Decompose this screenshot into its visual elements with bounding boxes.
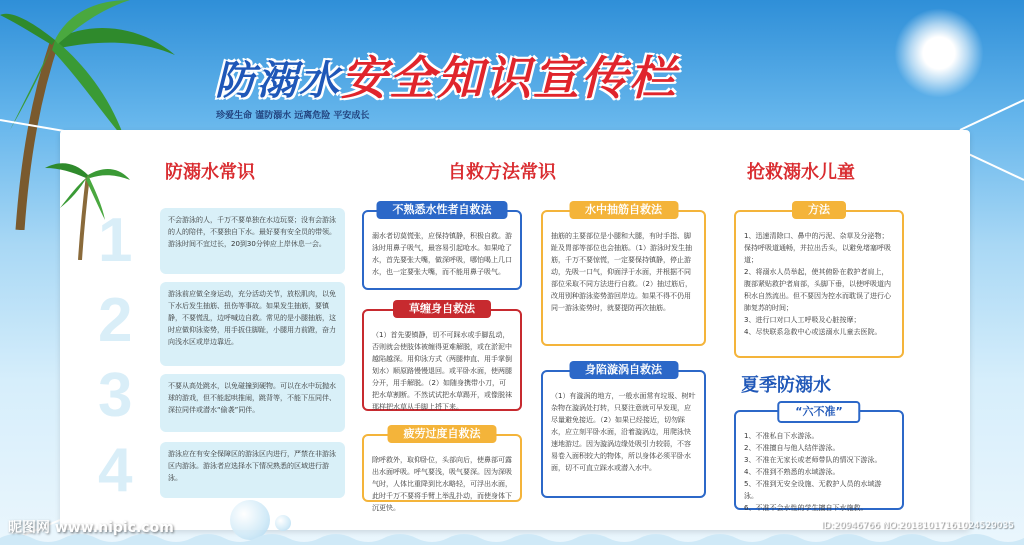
method-item-3: 3、进行口对口人工呼吸及心脏按摩； — [744, 316, 861, 324]
heading-middle: 自救方法常识 — [448, 162, 556, 183]
six-rules-title: “六不准” — [777, 401, 860, 423]
method-item-2: 2、将溺水人员举起，使其俯卧在救护者肩上，腹部紧贴救护者肩部，头脚下垂，以使呼吸道内积水自然流出。但不要因为控水而耽误了进行心肺复苏的时间； — [744, 268, 891, 312]
left-card-1: 不会游泳的人，千万不要单独在水边玩耍；没有会游泳的人的陪伴，不要独自下水。最好要有安全员的带领。游泳时间不宜过长，20到30分钟应上岸休息一会。 — [160, 208, 345, 274]
rule-item-4: 4、不准到不熟悉的水域游泳。 — [744, 468, 840, 476]
box-whirlpool-title: 身陷漩涡自救法 — [569, 361, 678, 379]
number-4: 4 — [98, 436, 133, 505]
number-1: 1 — [98, 206, 133, 275]
left-card-2: 游泳前应做全身运动，充分活动关节，放松肌肉，以免下水后发生抽筋、扭伤等事故。如果发生抽筋，要镇静，不要慌乱，边呼喊边自救。常见的是小腿抽筋，这时应做仰泳姿势，用手扳住脚趾，小腿用力前蹬，奋力向浅水区或岸边靠近。 — [160, 282, 345, 366]
method-item-1: 1、迅速清除口、鼻中的污泥、杂草及分泌物；保持呼吸道通畅，并拉出舌头，以避免堵塞呼吸道； — [744, 232, 891, 264]
method-item-4: 4、尽快联系急救中心或送溺水儿童去医院。 — [744, 328, 882, 336]
box-fatigue-text: 除呼救外，取仰卧位，头部向后，使鼻部可露出水面呼吸。呼气要浅，吸气要深。因为深吸气时，人体比重降到比水略轻，可浮出水面，此时千万不要将手臂上举乱扑动，而使身体下沉更快。 — [372, 456, 512, 512]
title-part-blue: 防溺水 — [215, 57, 341, 104]
title-part-red: 安全知识宣传栏 — [341, 51, 677, 105]
number-3: 3 — [98, 361, 133, 430]
box-method-title: 方法 — [792, 201, 846, 219]
rule-item-3: 3、不准在无家长或老师带队的情况下游泳。 — [744, 456, 882, 464]
box-unfamiliar-title: 不熟悉水性者自救法 — [377, 201, 508, 219]
box-method — [734, 203, 904, 358]
box-whirlpool-text: （1）有漩涡的地方，一般水面常有垃圾、树叶杂物在漩涡处打转，只要注意就可早发现，应尽量避免接近。（2）如果已经接近，切勿踩水，应立刻平卧水面，沿着漩涡边，用爬泳快速地游过。因为漩涡边缘处吸引力较弱，不容易卷入面积较大的物体，所以身体必须平卧水面，切不可直立踩水或潜入水中。 — [551, 392, 696, 472]
box-unfamiliar — [362, 203, 522, 290]
rule-item-1: 1、不准私自下水游泳。 — [744, 432, 819, 440]
box-weed-title: 草缠身自救法 — [393, 300, 491, 318]
heading-right: 抢救溺水儿童 — [747, 162, 855, 183]
subtitle: 珍爱生命 谨防溺水 远离危险 平安成长 — [216, 111, 370, 121]
rule-item-5: 5、不准到无安全设施、无救护人员的水域游泳。 — [744, 480, 882, 500]
water-bubble-small — [275, 515, 291, 531]
watermark-left: 昵图网 www.nipic.com — [8, 520, 174, 536]
rule-item-6: 6、不准不会水性的学生擅自下水施救。 — [744, 504, 868, 512]
left-card-4: 游泳应在有安全保障区的游泳区内进行，严禁在非游泳区内游泳。游泳者应选择水下情况熟悉的区域进行游泳。 — [160, 442, 345, 498]
watermark-right: ID:20946766 NO:20181017161024529035 — [821, 521, 1014, 531]
box-cramp-title: 水中抽筋自救法 — [569, 201, 678, 219]
box-weed — [362, 302, 522, 411]
box-unfamiliar-text: 溺水者切莫慌张，应保持镇静，积极自救。游泳时用鼻子吸气，最容易引起呛水。如果呛了水，首先要张大嘴，做深呼吸，哪怕喝上几口水，也一定要张大嘴，而不能用鼻子吸气。 — [372, 232, 512, 276]
rule-item-2: 2、不准擅自与他人结伴游泳。 — [744, 444, 840, 452]
box-weed-text: （1）首先要镇静，切不可踩水或手脚乱动，否则就会使肢体被缠得更难解脱，或在淤泥中越陷越深。用仰泳方式（两腿伸直、用手掌倒划水）顺原路慢慢退回。或平卧水面，使两腿分开，用手解脱。（2）如随身携带小刀，可把水草割断。不然试试把水草踢开，或像脱袜那样把水草从手脚上捋下来。 — [372, 331, 512, 411]
page-title — [215, 42, 677, 108]
heading-left: 防溺水常识 — [165, 162, 255, 183]
box-fatigue-title: 疲劳过度自救法 — [388, 425, 497, 443]
box-cramp — [541, 203, 706, 346]
summer-heading: 夏季防溺水 — [741, 375, 831, 396]
left-card-3: 不要从高处跳水，以免碰撞到硬物。可以在水中玩抛水球的游戏，但不能起哄推闹，跳背等，不能下压同伴、深拉同伴或潜水“偷袭”同伴。 — [160, 374, 345, 432]
box-whirlpool — [541, 363, 706, 498]
number-2: 2 — [98, 286, 133, 355]
box-cramp-text: 抽筋的主要部位是小腿和大腿，有时手指、脚趾及胃部等部位也会抽筋。（1）游泳时发生抽筋，千万不要惊慌，一定要保持镇静，停止游动，先吸一口气，仰面浮于水面，并根据不同部位采取不同方法进行自救。（2）抽过筋后，改用别种游泳姿势游回岸边。如果不得不仍用同一游泳姿势时，就要提防再次抽筋。 — [551, 232, 692, 312]
box-six-rules — [734, 405, 904, 512]
box-fatigue — [362, 427, 522, 512]
